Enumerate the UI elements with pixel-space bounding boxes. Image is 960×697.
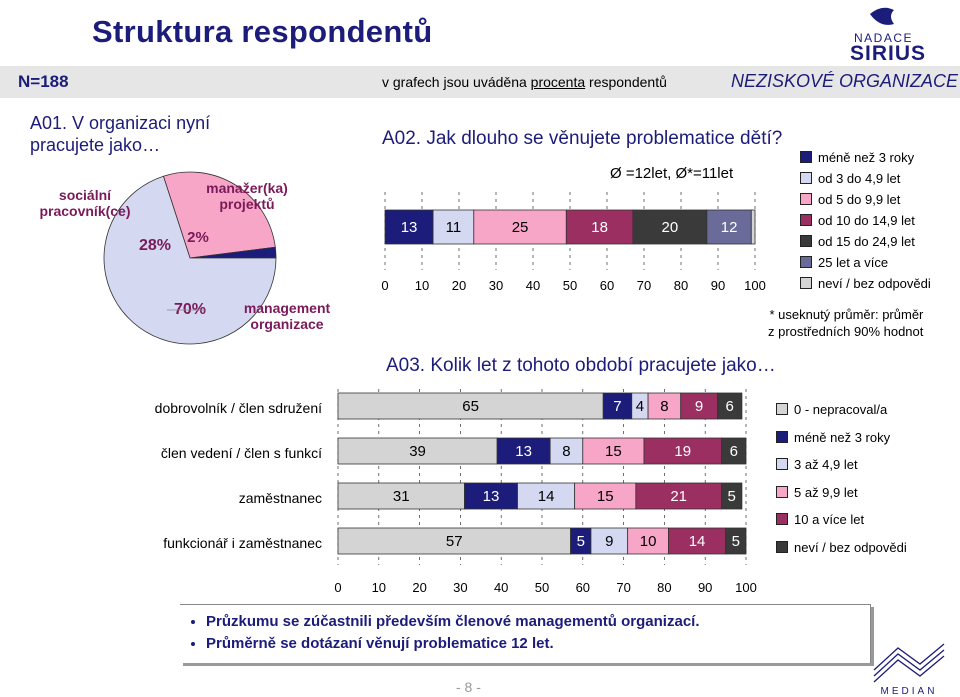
legend-label: 3 až 4,9 let (794, 457, 858, 472)
bar-value-label: 18 (591, 219, 608, 236)
legend-label: od 10 do 14,9 let (818, 213, 915, 228)
legend-label: od 5 do 9,9 let (818, 192, 901, 207)
legend-label: od 3 do 4,9 let (818, 171, 901, 186)
x-tick-label: 90 (697, 580, 713, 595)
legend-item (800, 213, 915, 228)
x-tick-label: 20 (451, 278, 467, 293)
q3-bar-chart (320, 385, 770, 600)
q2-tick-labels (381, 278, 765, 293)
page-number: - 8 - (456, 679, 481, 695)
pie-cat-social-1: sociální (58, 187, 112, 203)
logo-median-text: MEDIAN (880, 686, 938, 696)
bar-value-label: 5 (727, 488, 736, 505)
trim-note-line2: z prostředních 90% hodnot (768, 324, 924, 339)
legend-label: 10 a více let (794, 512, 865, 527)
legend-swatch (776, 513, 788, 525)
x-tick-label: 40 (525, 278, 541, 293)
legend-item (776, 540, 907, 555)
pie-cat-social-2: pracovník(ce) (39, 203, 131, 219)
bar-segment (751, 210, 755, 244)
x-tick-label: 0 (381, 278, 389, 293)
bar-value-label: 65 (462, 398, 479, 415)
legend-label: méně než 3 roky (818, 150, 915, 165)
legend-label: 25 let a více (818, 255, 889, 270)
pie-label-28: 28% (138, 237, 172, 254)
legend-swatch (800, 193, 812, 205)
x-tick-label: 30 (488, 278, 504, 293)
pie-cat-management (232, 300, 342, 332)
bar-value-label: 7 (613, 398, 622, 415)
legend-swatch (776, 403, 788, 415)
x-tick-label: 0 (334, 580, 342, 595)
pie-label-2: 2% (187, 229, 209, 246)
pie-cat-social (30, 187, 140, 219)
q2-average-note: Ø =12let, Ø*=11let (610, 165, 734, 182)
q1-pie-chart (0, 150, 360, 380)
bar-value-label: 8 (562, 443, 571, 460)
bar-value-label: 31 (392, 488, 410, 505)
bar-value-label: 9 (694, 398, 704, 415)
x-tick-label: 90 (710, 278, 726, 293)
legend-item (800, 255, 888, 270)
x-tick-label: 10 (371, 580, 387, 595)
page-title: Struktura respondentů (92, 14, 433, 49)
legend-swatch (776, 458, 788, 470)
q3-category-official-employee: funkcionář i zaměstnanec (163, 535, 322, 551)
legend-item (800, 234, 915, 249)
legend-item (776, 430, 890, 445)
legend-item (776, 402, 887, 417)
q2-title: A02. Jak dlouho se věnujete problematice dětí? (382, 128, 783, 149)
q3-title: A03. Kolik let z tohoto období pracujete jako… (386, 355, 776, 376)
sample-size-label: N=188 (18, 72, 69, 91)
legend-item (800, 276, 931, 291)
legend-item (776, 457, 858, 472)
bar-value-label: 9 (605, 533, 614, 550)
bar-value-label: 13 (400, 219, 418, 236)
nadace-sirius-logo (842, 2, 946, 62)
note-prefix: v grafech jsou uváděna (382, 74, 531, 90)
legend-label: od 15 do 24,9 let (818, 234, 915, 249)
legend-swatch (800, 235, 812, 247)
pie-cat-pm-2: projektů (219, 196, 275, 212)
pie-cat-pm-1: manažer(ka) (206, 180, 288, 196)
bar-value-label: 57 (445, 533, 463, 550)
bar-value-label: 11 (445, 219, 462, 236)
bar-value-label: 5 (731, 533, 740, 550)
x-tick-label: 30 (453, 580, 468, 595)
x-tick-label: 100 (744, 278, 766, 293)
bar-value-label: 25 (511, 219, 529, 236)
bar-value-label: 15 (605, 443, 622, 460)
legend-swatch (800, 277, 812, 289)
bar-value-label: 19 (674, 443, 692, 460)
pie-cat-project-manager (192, 180, 302, 212)
median-logo-waves (874, 644, 944, 682)
summary-bullet-2: • Průměrně se dotázaní věnují problematice 12 let. (206, 633, 870, 655)
x-tick-label: 20 (412, 580, 427, 595)
x-tick-label: 70 (616, 580, 631, 595)
org-type-label: NEZISKOVÉ ORGANIZACE (731, 71, 959, 91)
bar-value-label: 5 (576, 533, 585, 550)
x-tick-label: 60 (599, 278, 615, 293)
legend-swatch (800, 151, 812, 163)
median-logo (868, 640, 950, 696)
legend-label: neví / bez odpovědi (818, 276, 931, 291)
legend-label: neví / bez odpovědi (794, 539, 907, 555)
logo-swoosh-shape (870, 8, 894, 25)
legend-item (776, 512, 864, 527)
trim-note-line1: * useknutý průměr: průměr (769, 307, 924, 322)
bar-value-label: 14 (537, 488, 555, 505)
x-tick-label: 60 (575, 580, 591, 595)
legend-swatch (800, 256, 812, 268)
bar-value-label: 12 (720, 219, 738, 236)
bar-value-label: 14 (688, 533, 706, 550)
legend-swatch (776, 486, 788, 498)
legend-swatch (776, 431, 788, 443)
x-tick-label: 70 (636, 278, 652, 293)
bar-value-label: 21 (670, 488, 688, 505)
legend-swatch (776, 541, 788, 553)
note-link: procenta (530, 74, 586, 90)
legend-swatch (800, 214, 812, 226)
x-tick-label: 50 (562, 278, 578, 293)
legend-item (800, 192, 900, 207)
q2-bars (385, 210, 755, 244)
x-tick-label: 80 (673, 278, 689, 293)
logo-nadace-text: NADACE (854, 31, 914, 45)
q1-title-line1: A01. V organizaci nyní (30, 113, 211, 133)
x-tick-label: 80 (657, 580, 672, 595)
legend-item (800, 171, 900, 186)
legend-swatch (800, 172, 812, 184)
q2-bar-chart (370, 180, 770, 300)
legend-label: 5 až 9,9 let (794, 484, 858, 500)
bar-value-label: 20 (661, 219, 679, 236)
note-suffix: respondentů (585, 74, 667, 90)
x-tick-label: 50 (534, 580, 550, 595)
bar-value-label: 15 (596, 488, 614, 505)
q3-category-employee: zaměstnanec (238, 490, 322, 506)
bar-value-label: 13 (482, 488, 500, 505)
legend-item (776, 485, 858, 500)
q3-category-volunteer: dobrovolník / člen sdružení (154, 400, 322, 416)
bar-value-label: 10 (639, 533, 657, 550)
q3-tick-labels (334, 580, 756, 595)
legend-label: méně než 3 roky (794, 429, 891, 445)
pie-cat-mgmt-2: organizace (250, 316, 324, 332)
pie-label-70: 70% (173, 301, 207, 318)
q1-title-line2: pracujete jako… (30, 135, 161, 155)
bar-value-label: 39 (409, 443, 426, 460)
percent-note (382, 74, 667, 90)
summary-bullet-1: • Průzkumu se zúčastnili především členové managementů organizací. (206, 611, 870, 633)
legend-label: 0 - nepracoval/a (794, 402, 888, 417)
x-tick-label: 10 (414, 278, 430, 293)
legend-item (800, 150, 914, 165)
trimmed-mean-note (768, 306, 923, 340)
bar-value-label: 6 (729, 443, 738, 460)
bar-value-label: 6 (725, 398, 734, 415)
bar-value-label: 13 (515, 443, 532, 460)
x-tick-label: 40 (493, 580, 509, 595)
bar-value-label: 8 (660, 398, 669, 415)
pie-cat-mgmt-1: management (243, 300, 331, 316)
x-tick-label: 100 (735, 580, 757, 595)
logo-sirius-text: SIRIUS (850, 42, 927, 62)
summary-box (180, 604, 871, 663)
bar-value-label: 4 (635, 398, 645, 415)
q3-category-board-member: člen vedení / člen s funkcí (160, 445, 322, 461)
